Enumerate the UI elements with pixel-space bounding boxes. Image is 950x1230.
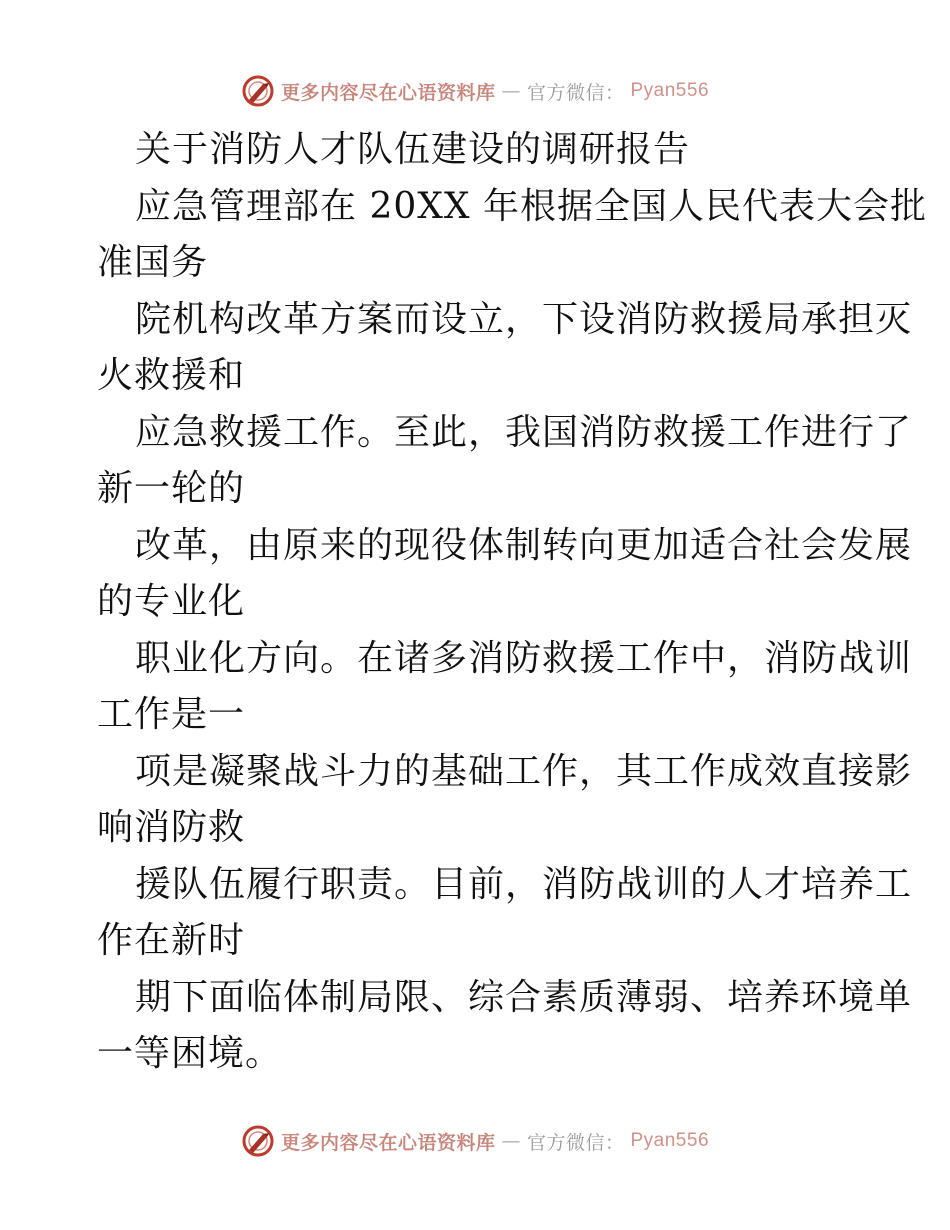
paragraph-line: 改革，由原来的现役体制转向更加适合社会发展	[135, 524, 913, 566]
footer-watermark	[0, 1121, 950, 1161]
paragraph-line: 工作是一	[97, 694, 246, 735]
paragraph-line: 院机构改革方案而设立，下设消防救援局承担灭	[135, 298, 913, 340]
paragraph-line: 期下面临体制局限、综合素质薄弱、培养环境单	[135, 976, 913, 1018]
paragraph-line: 作在新时	[97, 920, 246, 961]
paragraph-line: 响消防救	[97, 807, 246, 848]
watermark-dash: —	[501, 80, 521, 102]
paragraph-line: 新一轮的	[97, 468, 246, 509]
watermark-dash: —	[501, 1130, 521, 1152]
paragraph-line: 应急救援工作。至此，我国消防救援工作进行了	[135, 411, 913, 453]
watermark-wechat-id: Pyan556	[630, 80, 710, 101]
paragraph-line: 的专业化	[97, 581, 246, 622]
pen-circle-logo-icon	[241, 74, 275, 108]
paragraph-line: 援队伍履行职责。目前，消防战训的人才培养工	[135, 863, 913, 905]
document-title: 关于消防人才队伍建设的调研报告	[135, 129, 691, 170]
document-body	[97, 122, 927, 1083]
paragraph-line: 火救援和	[97, 355, 246, 396]
paragraph-line: 职业化方向。在诸多消防救援工作中，消防战训	[135, 637, 913, 679]
watermark-title: 更多内容尽在心语资料库	[280, 1131, 496, 1154]
paragraph-line: 一等困境。	[97, 1033, 283, 1074]
paragraph-line: 项是凝聚战斗力的基础工作，其工作成效直接影	[135, 750, 913, 792]
watermark-wechat-label: 官方微信：	[526, 81, 625, 104]
watermark-wechat-id: Pyan556	[630, 1130, 710, 1151]
paragraph-line: 应急管理部在 20XX 年根据全国人民代表大会批	[135, 185, 927, 227]
pen-circle-logo-icon	[241, 1124, 275, 1158]
paragraph-line: 准国务	[97, 242, 209, 283]
watermark-wechat-label: 官方微信：	[526, 1131, 625, 1154]
header-watermark	[0, 71, 950, 111]
watermark-title: 更多内容尽在心语资料库	[280, 81, 496, 104]
